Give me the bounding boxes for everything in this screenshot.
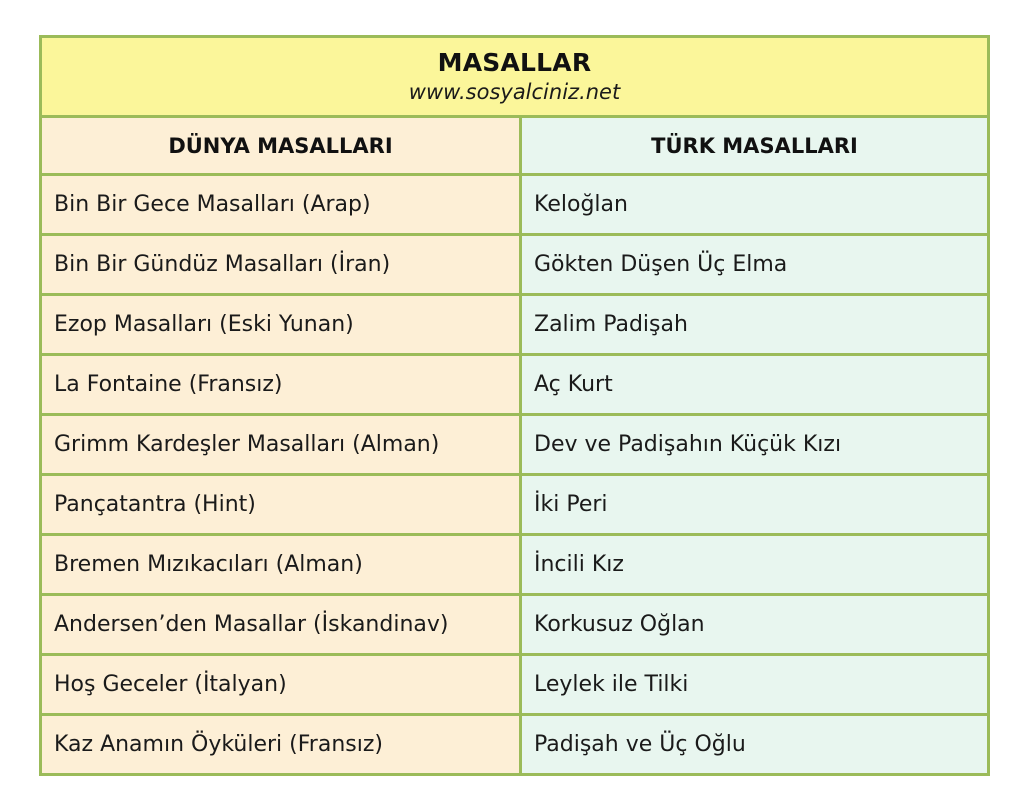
- table-row: [41, 595, 989, 655]
- world-tale-cell: Grimm Kardeşler Masalları (Alman): [41, 415, 521, 475]
- masallar-table: [39, 35, 990, 776]
- turkish-tale-cell: Leylek ile Tilki: [521, 655, 989, 715]
- turkish-tale-cell: Aç Kurt: [521, 355, 989, 415]
- title-row: [41, 37, 989, 117]
- table-row: [41, 175, 989, 235]
- header-row: [41, 117, 989, 175]
- world-tale-cell: Bin Bir Gece Masalları (Arap): [41, 175, 521, 235]
- world-tale-cell: Bin Bir Gündüz Masalları (İran): [41, 235, 521, 295]
- world-tale-cell: Hoş Geceler (İtalyan): [41, 655, 521, 715]
- world-tale-cell: Andersen’den Masallar (İskandinav): [41, 595, 521, 655]
- table-row: [41, 295, 989, 355]
- title-cell: [41, 37, 989, 117]
- masallar-table-container: [39, 35, 987, 757]
- website-text: www.sosyalciniz.net: [408, 80, 621, 104]
- column-header-world: DÜNYA MASALLARI: [41, 117, 521, 175]
- table-row: [41, 355, 989, 415]
- table-row: [41, 535, 989, 595]
- table-row: [41, 655, 989, 715]
- world-tale-cell: Ezop Masalları (Eski Yunan): [41, 295, 521, 355]
- turkish-tale-cell: Zalim Padişah: [521, 295, 989, 355]
- world-tale-cell: Kaz Anamın Öyküleri (Fransız): [41, 715, 521, 775]
- world-tale-cell: Bremen Mızıkacıları (Alman): [41, 535, 521, 595]
- table-row: [41, 235, 989, 295]
- table-row: [41, 475, 989, 535]
- turkish-tale-cell: İki Peri: [521, 475, 989, 535]
- turkish-tale-cell: İncili Kız: [521, 535, 989, 595]
- table-title: MASALLAR: [437, 48, 592, 77]
- turkish-tale-cell: Gökten Düşen Üç Elma: [521, 235, 989, 295]
- table-row: [41, 415, 989, 475]
- world-tale-cell: La Fontaine (Fransız): [41, 355, 521, 415]
- turkish-tale-cell: Padişah ve Üç Oğlu: [521, 715, 989, 775]
- column-header-turkish: TÜRK MASALLARI: [521, 117, 989, 175]
- turkish-tale-cell: Keloğlan: [521, 175, 989, 235]
- world-tale-cell: Pançatantra (Hint): [41, 475, 521, 535]
- turkish-tale-cell: Korkusuz Oğlan: [521, 595, 989, 655]
- turkish-tale-cell: Dev ve Padişahın Küçük Kızı: [521, 415, 989, 475]
- table-row: [41, 715, 989, 775]
